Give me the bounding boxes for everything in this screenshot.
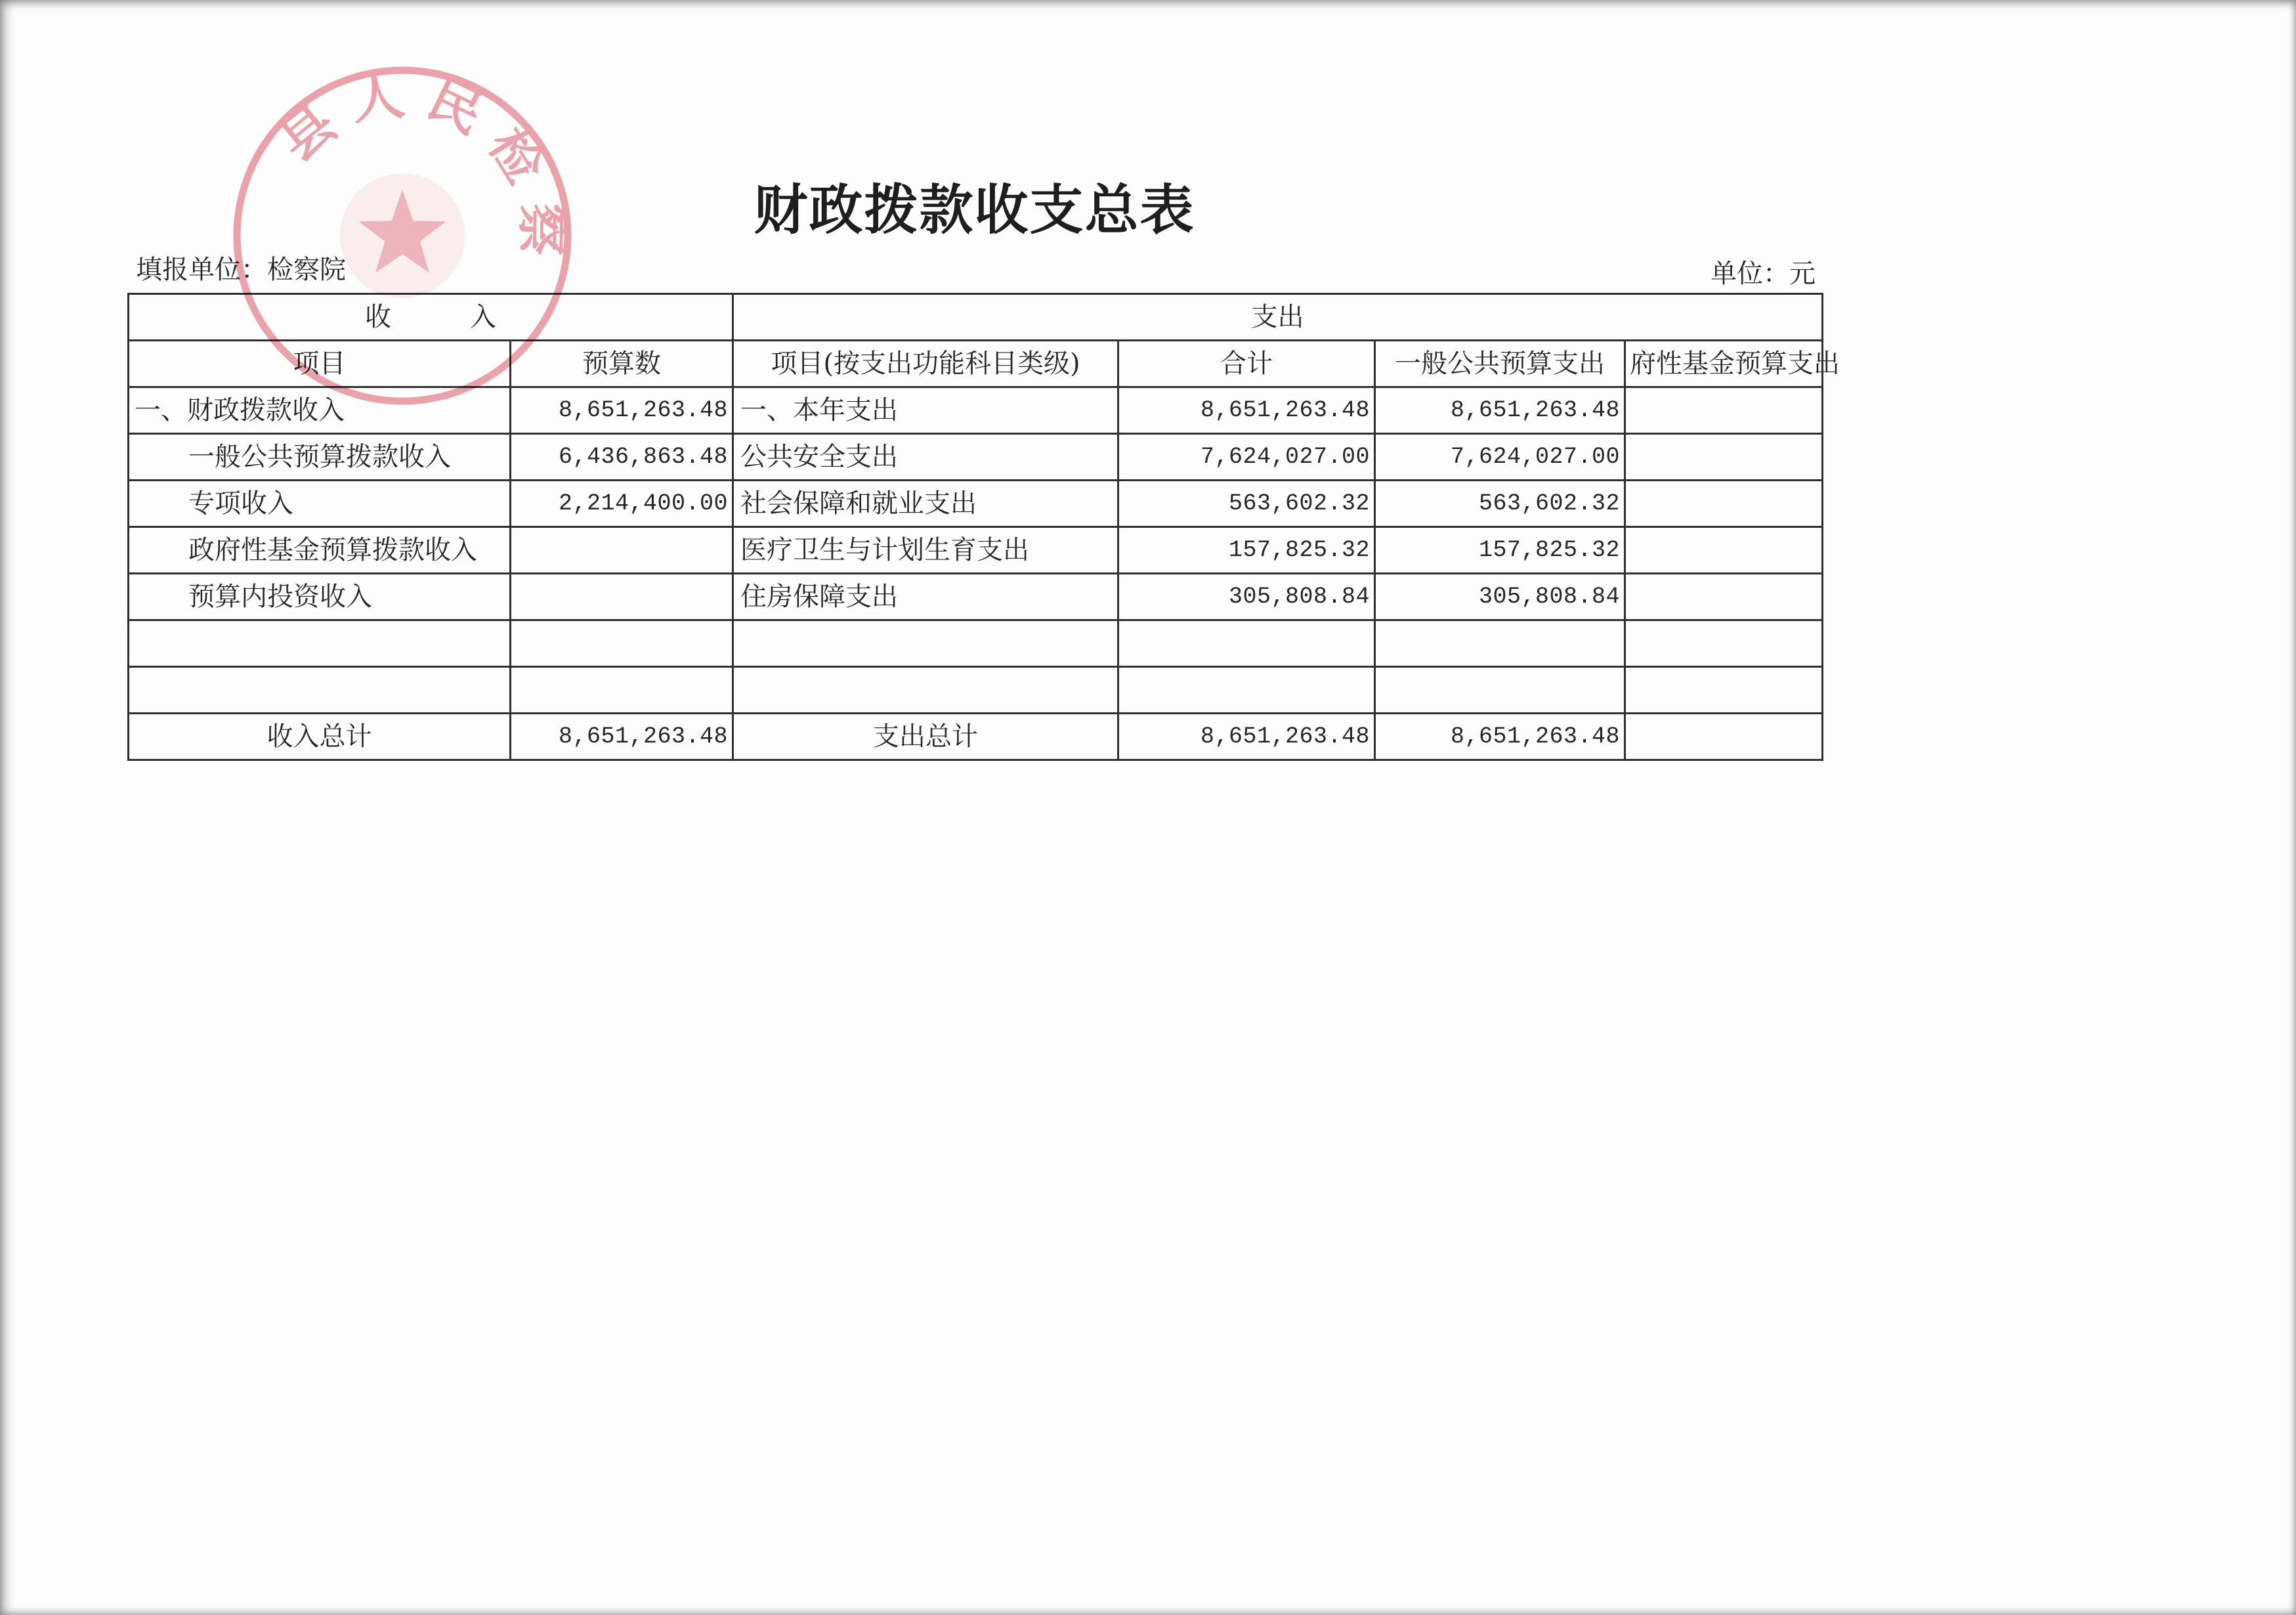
- expense-total-cell: [1118, 620, 1375, 667]
- table-row: [129, 527, 1823, 574]
- expense-total-cell: 8,651,263.48: [1118, 387, 1375, 434]
- income-item-cell: 政府性基金预算拨款收入: [129, 527, 511, 574]
- income-group-header: 收 入: [129, 294, 733, 341]
- income-total-value: 8,651,263.48: [511, 714, 733, 760]
- income-total-label: 收入总计: [129, 714, 511, 760]
- expense-total-label: 支出总计: [733, 714, 1118, 760]
- income-item-cell: [129, 620, 511, 667]
- group-header-row: [129, 294, 1823, 341]
- finance-summary-table: [127, 293, 1840, 761]
- table-row: [129, 387, 1823, 434]
- table-row: [129, 434, 1823, 481]
- fund-budget-expense-cell: [1625, 481, 1823, 527]
- income-item-cell: 专项收入: [129, 481, 511, 527]
- totals-row: [129, 714, 1823, 760]
- fund-budget-total-value: [1625, 714, 1823, 760]
- general-budget-expense-cell: [1375, 620, 1625, 667]
- fund-budget-expense-cell: [1625, 387, 1823, 434]
- table-row: [129, 574, 1823, 620]
- general-budget-expense-cell: 305,808.84: [1375, 574, 1625, 620]
- income-item-cell: [129, 667, 511, 714]
- general-budget-total-value: 8,651,263.48: [1375, 714, 1625, 760]
- expense-item-cell: 一、本年支出: [733, 387, 1118, 434]
- expense-total-cell: 7,624,027.00: [1118, 434, 1375, 481]
- expense-item-cell: [733, 620, 1118, 667]
- expense-item-cell: 公共安全支出: [733, 434, 1118, 481]
- table-row: [129, 481, 1823, 527]
- expense-total-cell: 305,808.84: [1118, 574, 1375, 620]
- expense-total-cell: 563,602.32: [1118, 481, 1375, 527]
- general-budget-expense-cell: [1375, 667, 1625, 714]
- column-header-total: 合计: [1118, 341, 1375, 387]
- fund-budget-expense-cell: [1625, 434, 1823, 481]
- column-header-general-budget: 一般公共预算支出: [1375, 341, 1625, 387]
- fund-budget-expense-cell: [1625, 574, 1823, 620]
- general-budget-expense-cell: 563,602.32: [1375, 481, 1625, 527]
- expense-total-cell: 157,825.32: [1118, 527, 1375, 574]
- income-budget-cell: 6,436,863.48: [511, 434, 733, 481]
- income-item-cell: 一般公共预算拨款收入: [129, 434, 511, 481]
- column-header-row: [129, 341, 1823, 387]
- currency-unit-label: 单位：元: [1711, 259, 1816, 289]
- expense-total-cell: [1118, 667, 1375, 714]
- income-budget-cell: 8,651,263.48: [511, 387, 733, 434]
- table-row: [129, 667, 1823, 714]
- income-budget-cell: [511, 667, 733, 714]
- general-budget-expense-cell: 157,825.32: [1375, 527, 1625, 574]
- income-budget-cell: [511, 620, 733, 667]
- expense-item-cell: 社会保障和就业支出: [733, 481, 1118, 527]
- expense-total-value: 8,651,263.48: [1118, 714, 1375, 760]
- general-budget-expense-cell: 8,651,263.48: [1375, 387, 1625, 434]
- column-header-budget: 预算数: [511, 341, 733, 387]
- column-header-income-item: 项目: [129, 341, 511, 387]
- general-budget-expense-cell: 7,624,027.00: [1375, 434, 1625, 481]
- expense-item-cell: 医疗卫生与计划生育支出: [733, 527, 1118, 574]
- income-budget-cell: [511, 527, 733, 574]
- income-budget-cell: [511, 574, 733, 620]
- fund-budget-expense-cell: [1625, 527, 1823, 574]
- fund-budget-expense-cell: [1625, 620, 1823, 667]
- expense-item-cell: 住房保障支出: [733, 574, 1118, 620]
- column-header-expense-item: 项目(按支出功能科目类级): [733, 341, 1118, 387]
- expense-item-cell: [733, 667, 1118, 714]
- fund-budget-expense-cell: [1625, 667, 1823, 714]
- expense-group-header: 支出: [733, 294, 1823, 341]
- income-item-cell: 一、财政拨款收入: [129, 387, 511, 434]
- filing-unit-label: 填报单位：检察院: [136, 255, 346, 285]
- document-title: 财政拨款收支总表: [754, 179, 1195, 242]
- seal-text: 县人民检察: [267, 62, 574, 273]
- income-item-cell: 预算内投资收入: [129, 574, 511, 620]
- column-header-fund-budget: 府性基金预算支出: [1625, 341, 1823, 387]
- table-row: [129, 620, 1823, 667]
- income-budget-cell: 2,214,400.00: [511, 481, 733, 527]
